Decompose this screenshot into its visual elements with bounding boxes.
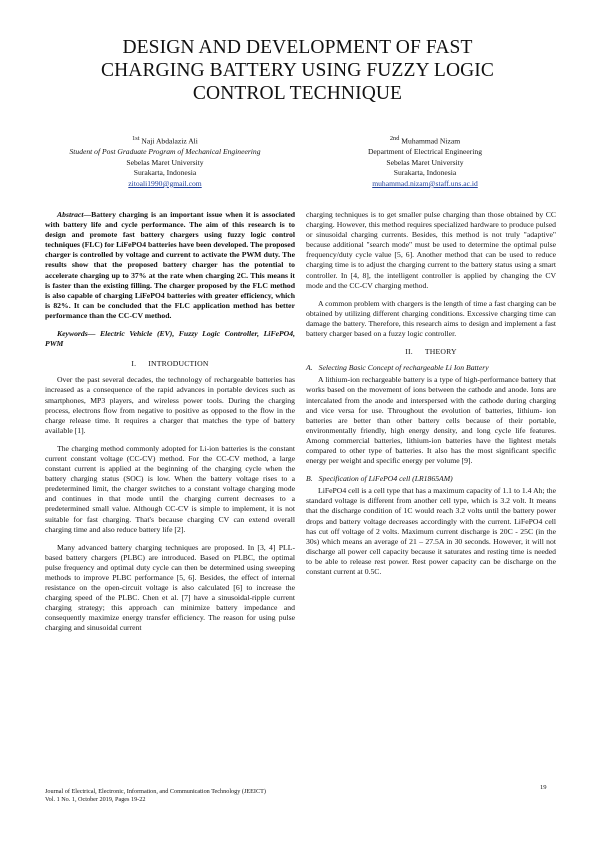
- section-heading-theory: II. THEORY: [405, 347, 457, 357]
- author-block-1: [40, 134, 290, 190]
- paper-title: [40, 36, 555, 105]
- section-heading-introduction: I. INTRODUCTION: [131, 359, 209, 369]
- author-email-link[interactable]: zitoali1990@gmail.com: [128, 178, 202, 188]
- right-column: [306, 210, 556, 585]
- author-institution: Sebelas Maret University: [386, 157, 464, 167]
- body-paragraph: Many advanced battery charging techniques are proposed. In [3, 4] PLL-based battery chargers (PLBC) are introduced. Based on PLBC, the optimal pulse frequency and optimal duty cycle can then be determined using sweeping methods to improve PLBC performance [5, 6]. Besides, the effect of internal resistance on the open-circuit voltage is also calculated [6] to increase the charging speed of the PLBC. Chen et al. [7] have a sinusoidal-ripple current charging strategy; this approach can minimize battery impedance and consequently maximize energy transfer efficiency. The reason for using pulse charging and sinusoidal current: [45, 542, 295, 633]
- author-location: Surakarta, Indonesia: [393, 168, 457, 178]
- author-email-link[interactable]: muhammad.nizam@staff.uns.ac.id: [372, 178, 478, 188]
- left-column: [45, 210, 295, 642]
- journal-footer: [45, 788, 266, 805]
- subsection-heading-b: B. Specification of LiFePO4 cell (LR1865AM): [306, 474, 453, 484]
- keywords: Keywords— Electric Vehicle (EV), Fuzzy Logic Controller, LiFePO4, PWM: [45, 329, 295, 349]
- body-paragraph: charging techniques is to get smaller pulse charging than those obtained by CC charging. However, this method requires specialized hardware to produce pulsed or sinusoidal charging currents. Besides, this method is not truly "adaptive" because additional "search mode" must be used to determine the optimal pulse frequency/duty cycle value [5, 6]. Another method that can be used to reduce charging time is to adjust the charging current to the battery status using a smart controller. In [4, 8], the intelligent controller is applied by changing the CV mode and the CC-CV charging method.: [306, 210, 556, 290]
- abstract-lead: Abstract: [57, 210, 84, 219]
- body-paragraph: LiFePO4 cell is a cell type that has a maximum capacity of 1.1 to 1.4 Ah; the standard voltage is different from another cell type, which is 3.2 volt. It means that the discharge condition of 1C would reach 3.2 volts until the battery power drops and battery voltage decreases accordingly with the current. LiFePO4 cell has cut off voltage of 2 volts. Maximum current discharge is 20C - 25C (in the 30s) which means an average of 21 – 27.5A in 30 seconds. However, it will not discharge all power cell capacity because it saturates and resting time is needed to be able to release rest power. Rest power capacity can be discharge on the constant current at 0.5C.: [306, 486, 556, 576]
- title-line: CHARGING BATTERY USING FUZZY LOGIC: [100, 60, 495, 81]
- body-paragraph: The charging method commonly adopted for Li-ion batteries is the constant current constant voltage (CC-CV) method. For the CC-CV method, a large constant current is applied at the beginning of the charging cycle when the battery charging status (SOC) is low. When the battery voltage rises to a predetermined limit, the charger switches to a constant voltage charging mode and continues in that mode until the charging current decreases to a predetermined small value. Although CC-CV is simple to implement, it is not suitable for fast charging. That's because charging CV can extend overall charging time and also reduce battery life [2].: [45, 443, 295, 534]
- author-affiliation: Student of Post Graduate Program of Mechanical Engineering: [69, 147, 261, 157]
- body-paragraph: A common problem with chargers is the length of time a fast charging can be obtained by utilizing different charging conditions. Excessive charging time can damage the battery. Therefore, this research aims to design and implement a fast battery charger based on a fuzzy logic controller.: [306, 298, 556, 339]
- author-institution: Sebelas Maret University: [126, 157, 204, 167]
- body-paragraph: Over the past several decades, the technology of rechargeable batteries has increased as a consequence of the rapid advances in portable devices such as smartphones, MP3 players, and wireless power tools. During the charging process, electrons flow from negative to positive as opposed to the flow in the charge release time. It requires a charger that matches the type of battery available [1].: [45, 375, 295, 435]
- author-block-2: [300, 134, 550, 190]
- abstract: [45, 210, 295, 321]
- title-line: DESIGN AND DEVELOPMENT OF FAST: [122, 37, 473, 58]
- author-order: 2nd: [389, 135, 400, 142]
- title-line: CONTROL TECHNIQUE: [192, 83, 403, 104]
- subsection-heading-a: A. Selecting Basic Concept of rechargeable Li Ion Battery: [306, 363, 489, 373]
- author-location: Surakarta, Indonesia: [133, 168, 197, 178]
- author-name: $^{2nd}$ Muhammad Nizam: [389, 135, 461, 146]
- journal-volume: Vol. 1 No. 1, October 2019, Pages 19-22: [45, 796, 146, 804]
- journal-name: Journal of Electrical, Electronic, Information, and Communication Technology (JEEICT): [45, 788, 266, 795]
- author-order: 1st: [132, 135, 140, 142]
- page-number: 19: [540, 784, 547, 791]
- author-name: $^{1st}$ Naji Abdalaziz Ali: [132, 135, 198, 146]
- author-affiliation: Department of Electrical Engineering: [367, 147, 483, 157]
- abstract-text: —Battery charging is an important issue when it is associated with battery life and cycle performance. The aim of this research is to design and promote fast battery chargers using fuzzy logic control techniques (FLC) for LiFePO4 batteries have been developed. The proposed charger is controlled by voltage and current to activate the PWM duty. The results show that the proposed battery charger has the potential to accelerate charging up to 37% at the rate when charging 2C. This means it is faster than the existing filling. The charger proposed by the FLC method is also capable of charging LiFePO4 batteries with greater efficiency, which is 82%. It can be concluded that the FLC application method has better performance than the CC-CV method.: [45, 210, 295, 320]
- body-paragraph: A lithium-ion rechargeable battery is a type of high-performance battery that works based on the movement of ions between the cathode and anode. Ions are intercalated from the anode and interspersed with the cathode during charging and vice versa for use. Throughout the evolution of batteries, lithium- ion batteries are better than other battery cells because of their portable, environmentally friendly, high energy density, and long cycle life features. Among commercial batteries, lithium-ion batteries have the lightest metals compared to other type of batteries. It also has the most significant specific energy per weight and specific energy per volume [9].: [306, 375, 556, 466]
